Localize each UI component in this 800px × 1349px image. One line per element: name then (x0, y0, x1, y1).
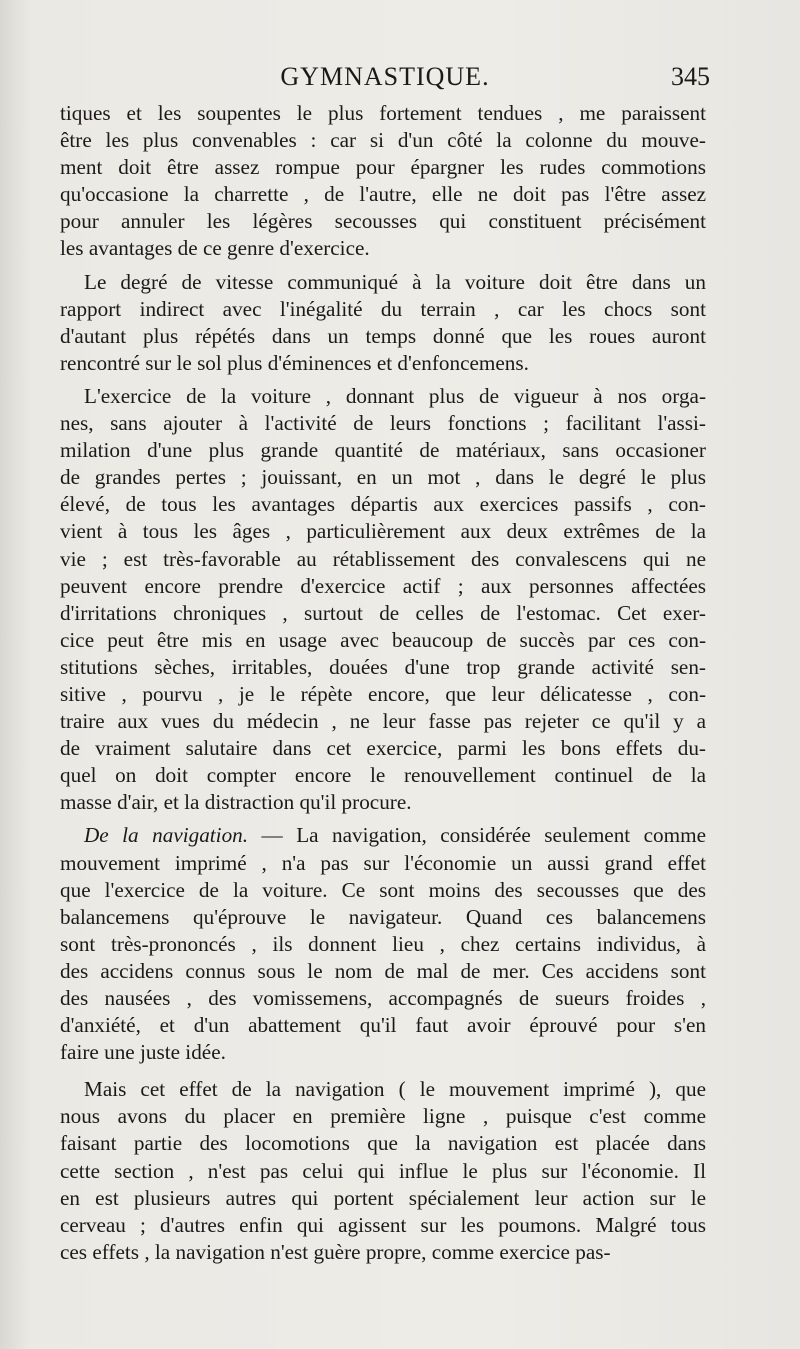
text-line: des nausées , des vomissemens, accompagnés de sueurs froides , (60, 986, 706, 1010)
paragraph (60, 383, 706, 817)
section-heading: De la navigation. (84, 823, 249, 848)
paragraph (60, 269, 706, 377)
text-line: faire une juste idée. (60, 1040, 226, 1065)
page-number: 345 (671, 62, 710, 91)
text-line: nes, sans ajouter à l'activité de leurs fonctions ; facilitant l'assi- (60, 411, 706, 436)
text-line (60, 822, 706, 849)
text-line: tiques et les soupentes le plus fortement tendues , me paraissent (60, 101, 706, 125)
text-line: cette section , n'est pas celui qui influe le plus sur l'économie. Il (60, 1158, 706, 1183)
text-line: quel on doit compter encore le renouvellement continuel de la (60, 763, 706, 788)
text-line: vient à tous les âges , particulièrement aux deux extrêmes de la (60, 519, 706, 544)
text-line: que l'exercice de la voiture. Ce sont moins des secousses que des (60, 877, 706, 902)
heading-line-text: La navigation, considérée seulement comme (296, 823, 706, 848)
text-line: mouvement imprimé , n'a pas sur l'économie un aussi grand effet (60, 850, 706, 875)
text-line: des accidens connus sous le nom de mal de mer. Ces accidens sont (60, 958, 706, 983)
text-line: Mais cet effet de la navigation ( le mouvement imprimé ), que (84, 1077, 706, 1102)
text-line: cice peut être mis en usage avec beaucoup de succès par ces con- (60, 627, 706, 652)
text-line: en est plusieurs autres qui portent spécialement leur action sur le (60, 1185, 706, 1210)
text-line: L'exercice de la voiture , donnant plus de vigueur à nos orga- (84, 383, 706, 408)
text-line: les avantages de ce genre d'exercice. (60, 236, 370, 261)
text-line: cerveau ; d'autres enfin qui agissent sur les poumons. Malgré tous (60, 1212, 706, 1237)
text-line: balancemens qu'éprouve le navigateur. Quand ces balancemens (60, 904, 706, 929)
text-line: nous avons du placer en première ligne , puisque c'est comme (60, 1104, 706, 1129)
text-line: vie ; est très-favorable au rétablissement des convalescens qui ne (60, 546, 706, 571)
text-line: peuvent encore prendre d'exercice actif ; aux personnes affectées (60, 573, 706, 598)
text-line: ces effets , la navigation n'est guère propre, comme exercice pas- (60, 1239, 611, 1264)
text-line: être les plus convenables : car si d'un côté la colonne du mouve- (60, 128, 706, 153)
text-line: d'irritations chroniques , surtout de celles de l'estomac. Cet exer- (60, 600, 706, 625)
running-title: GYMNASTIQUE. (280, 62, 490, 91)
text-line: élevé, de tous les avantages départis aux exercices passifs , con- (60, 492, 706, 517)
text-line: de vraiment salutaire dans cet exercice, parmi les bons effets du- (60, 736, 706, 761)
text-line: d'autant plus répétés dans un temps donné que les roues auront (60, 323, 706, 348)
text-line: Le degré de vitesse communiqué à la voiture doit être dans un (84, 269, 706, 294)
text-line: ment doit être assez rompue pour épargner les rudes commotions (60, 155, 706, 180)
paragraph (60, 100, 706, 263)
text-line: stitutions sèches, irritables, douées d'une trop grande activité sen- (60, 654, 706, 679)
text-line: pour annuler les légères secousses qui constituent précisément (60, 209, 706, 234)
text-line: rapport indirect avec l'inégalité du terrain , car les chocs sont (60, 296, 706, 321)
heading-dash: — (248, 823, 297, 848)
text-line: faisant partie des locomotions que la navigation est placée dans (60, 1131, 706, 1156)
text-line: de grandes pertes ; jouissant, en un mot , dans le degré le plus (60, 465, 706, 490)
text-line: d'anxiété, et d'un abattement qu'il faut avoir éprouvé pour s'en (60, 1013, 706, 1038)
text-line: sitive , pourvu , je le répète encore, que leur délicatesse , con- (60, 681, 706, 706)
text-line: traire aux vues du médecin , ne leur fasse pas rejeter ce qu'il y a (60, 709, 706, 734)
text-line: masse d'air, et la distraction qu'il procure. (60, 790, 412, 815)
text-line: rencontré sur le sol plus d'éminences et d'enfoncemens. (60, 350, 529, 375)
paragraph (60, 1076, 706, 1266)
page-header (60, 62, 710, 96)
paragraph-navigation (60, 822, 706, 1066)
text-line: qu'occasione la charrette , de l'autre, elle ne doit pas l'être assez (60, 182, 706, 207)
text-line: sont très-prononcés , ils donnent lieu , chez certains individus, à (60, 931, 706, 956)
body-text (60, 100, 706, 1266)
text-line: milation d'une plus grande quantité de matériaux, sans occasioner (60, 438, 706, 463)
